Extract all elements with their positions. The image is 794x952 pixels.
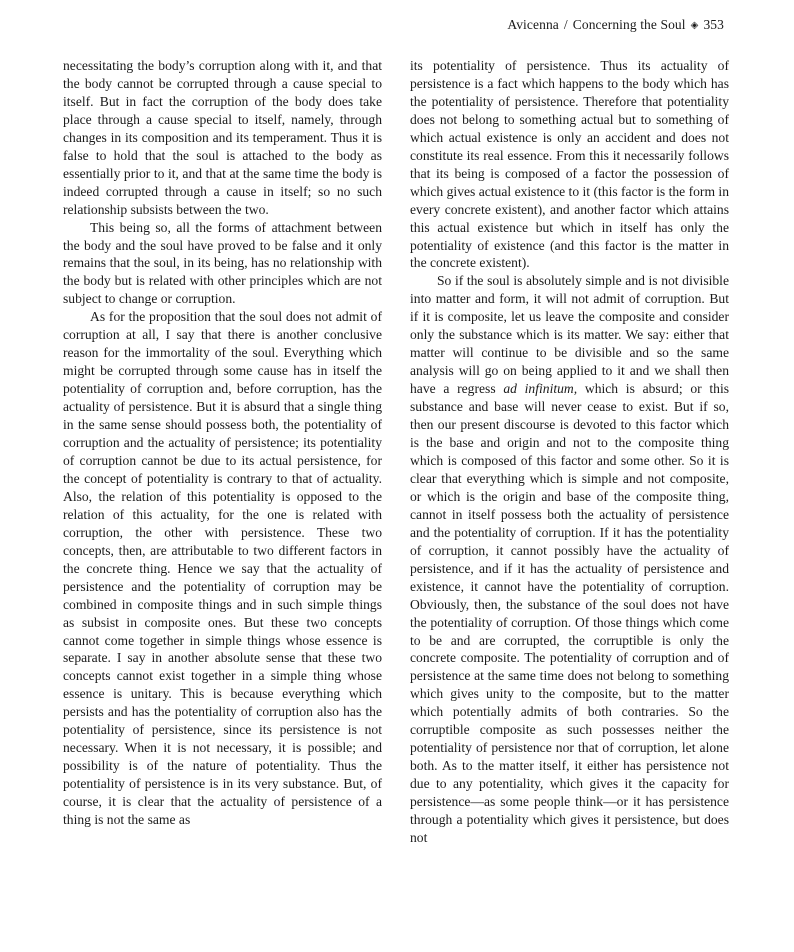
diamond-ornament-icon: ◈ bbox=[690, 20, 699, 31]
page-number: 353 bbox=[703, 17, 724, 32]
paragraph-text: which is absurd; or this substance and base will never cease to exist. But if so, then our present discourse is devoted to this factor which is the base and origin and not to the composite thing which is composed of this factor and some other. So it is clear that everything which is simple and not composite, or which is the origin and base of the composite thing, cannot in itself possess both the actuality of persistence and the potentiality of corruption. If it has the potentiality of corruption, it cannot possibly have the actuality of persistence, and if it has the actuality of persistence and existence, it cannot have the potentiality of corruption. Obviously, then, the substance of the soul does not have the potentiality of corruption. Of those things which come to be and are corrupted, the corruptible is only the concrete composite. The potentiality of corruption and of persistence at the same time does not belong to something which gives unity to the composite, but to the matter which potentially admits of both contraries. So the corruptible composite as such possesses neither the potentiality of persistence nor that of corruption, let alone both. As to the matter itself, it either has persistence not due to any potentiality, which gives it the capacity for persistence—as some people think—or it has persistence through a potentiality which gives it persistence, but does not bbox=[410, 381, 730, 845]
running-header bbox=[507, 17, 724, 33]
header-separator: / bbox=[563, 17, 568, 32]
latin-phrase: ad infinitum, bbox=[503, 381, 578, 397]
paragraph: necessitating the body’s corruption along with it, and that the body cannot be corrupted through a cause special to itself. But in fact the corruption of the body does take place through a cause special to itself, namely, through changes in its composition and its temperament. Thus it is false to hold that the soul is attached to the body as essentially prior to it, and that at the same time the body is indeed corrupted through a cause in itself; so no such relationship subsists between the two. bbox=[63, 58, 382, 217]
paragraph-text: So if the soul is absolutely simple and is not divisible into matter and form, it will not admit of corruption. But if it is composite, let us leave the composite and consider only the substance which is its matter. We say: either that matter will continue to be divisible and so the same analysis will go on being applied to it and we shall then have a regress bbox=[410, 273, 729, 397]
header-title: Concerning the Soul bbox=[572, 17, 686, 32]
paragraph: its potentiality of persistence. Thus its actuality of persistence is a fact which happens to the body which has the potentiality of persistence. Therefore that potentiality does not belong to something actual but to something of which actual existence is only an accident and does not constitute its real essence. From this it necessarily follows that its being is composed of a factor the possession of which gives actual existence to it (this factor is the form in every concrete existent), and another factor which attains this actual existence but which in itself has only the potentiality of existence (and this factor is the matter in the concrete existent). bbox=[410, 58, 729, 271]
paragraph: As for the proposition that the soul does not admit of corruption at all, I say that there is another conclusive reason for the immortality of the soul. Everything which might be corrupted through some cause has in itself the potentiality of corruption and, before corruption, has the actuality of persistence. But it is absurd that a single thing in the same sense should possess both, the potentiality of corruption and the actuality of persistence; its potentiality of corruption cannot be due to its actual persistence, for the concept of potentiality is contrary to that of actuality. Also, the relation of this potentiality is opposed to the relation of this actuality, for the one is related with corruption, the other with persistence. These two concepts, then, are attributable to two different factors in the concrete thing. Hence we say that the actuality of persistence and the potentiality of corruption may be combined in composite things and in such simple things as subsist in composite ones. But these two concepts cannot come together in simple things whose essence is separate. I say in another absolute sense that these two concepts cannot exist together in a simple thing whose essence is unitary. This is because everything which persists and has the potentiality of corruption also has the potentiality of persistence, since its persistence is not necessary. When it is not necessary, it is possible; and possibility is of the nature of potentiality. Thus the potentiality of persistence is in its very substance. But, of course, it is clear that the actuality of persistence of a thing is not the same as bbox=[63, 309, 382, 828]
paragraph bbox=[410, 272, 729, 847]
header-author: Avicenna bbox=[507, 17, 559, 32]
left-column bbox=[63, 57, 382, 829]
paragraph: This being so, all the forms of attachment between the body and the soul have proved to be false and it only remains that the soul, in its being, has no relationship with the body but is related with other principles which are not subject to change or corruption. bbox=[63, 219, 382, 307]
right-column bbox=[410, 57, 729, 847]
